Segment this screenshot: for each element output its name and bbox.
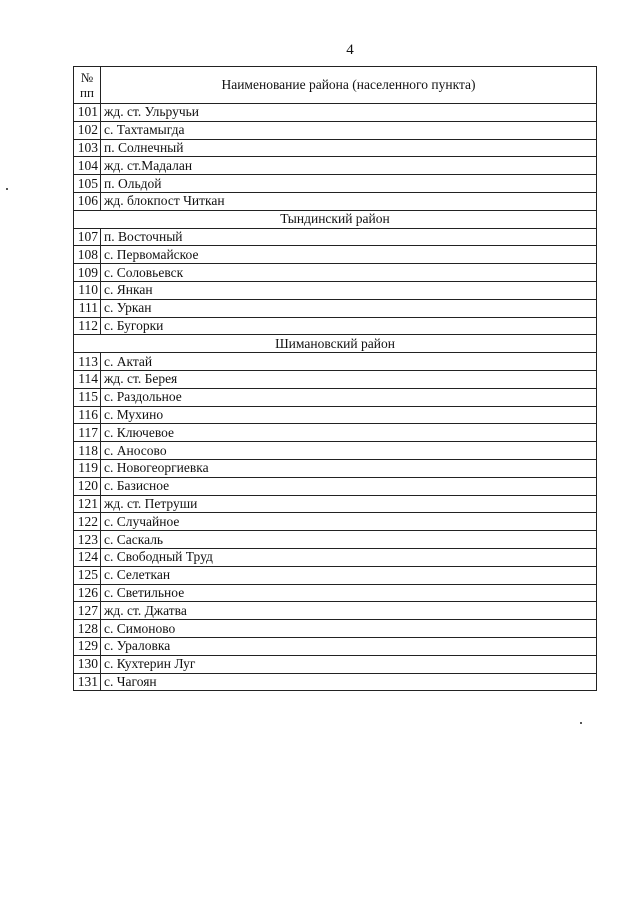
column-header-name: Наименование района (населенного пункта) bbox=[101, 67, 597, 104]
table-row bbox=[74, 566, 597, 584]
row-number: 103 bbox=[74, 139, 101, 157]
group-3-body bbox=[74, 353, 597, 691]
table-row bbox=[74, 655, 597, 673]
table-row bbox=[74, 620, 597, 638]
settlement-name: жд. блокпост Читкан bbox=[101, 192, 597, 210]
row-number: 117 bbox=[74, 424, 101, 442]
table-row bbox=[74, 175, 597, 193]
table-row bbox=[74, 424, 597, 442]
table-row bbox=[74, 317, 597, 335]
row-number: 119 bbox=[74, 459, 101, 477]
column-header-number bbox=[74, 67, 101, 104]
table-row bbox=[74, 584, 597, 602]
row-number: 126 bbox=[74, 584, 101, 602]
row-number: 128 bbox=[74, 620, 101, 638]
row-number: 130 bbox=[74, 655, 101, 673]
table-row bbox=[74, 157, 597, 175]
section-row bbox=[74, 210, 597, 228]
table-row bbox=[74, 281, 597, 299]
settlement-name: с. Янкан bbox=[101, 281, 597, 299]
section-shimanovsk-body bbox=[74, 335, 597, 353]
table-row bbox=[74, 495, 597, 513]
table-row bbox=[74, 531, 597, 549]
settlement-name: с. Случайное bbox=[101, 513, 597, 531]
row-number: 102 bbox=[74, 121, 101, 139]
table-row bbox=[74, 388, 597, 406]
settlement-name: с. Аносово bbox=[101, 442, 597, 460]
table-row bbox=[74, 264, 597, 282]
settlement-name: п. Восточный bbox=[101, 228, 597, 246]
row-number: 105 bbox=[74, 175, 101, 193]
settlement-name: с. Бугорки bbox=[101, 317, 597, 335]
row-number: 122 bbox=[74, 513, 101, 531]
table-row bbox=[74, 192, 597, 210]
settlements-table bbox=[73, 66, 597, 691]
settlement-name: жд. ст. Джатва bbox=[101, 602, 597, 620]
table-row bbox=[74, 406, 597, 424]
table-row bbox=[74, 477, 597, 495]
table-row bbox=[74, 673, 597, 691]
settlement-name: с. Ключевое bbox=[101, 424, 597, 442]
settlement-name: с. Первомайское bbox=[101, 246, 597, 264]
row-number: 118 bbox=[74, 442, 101, 460]
row-number: 116 bbox=[74, 406, 101, 424]
settlement-name: с. Мухино bbox=[101, 406, 597, 424]
settlement-name: жд. ст. Петруши bbox=[101, 495, 597, 513]
table-header-row bbox=[74, 67, 597, 104]
settlement-name: п. Ольдой bbox=[101, 175, 597, 193]
section-title-tynda: Тындинский район bbox=[74, 210, 597, 228]
settlement-name: с. Селеткан bbox=[101, 566, 597, 584]
settlement-name: жд. ст. Берея bbox=[101, 370, 597, 388]
row-number: 124 bbox=[74, 548, 101, 566]
group-2-body bbox=[74, 228, 597, 335]
row-number: 107 bbox=[74, 228, 101, 246]
row-number: 109 bbox=[74, 264, 101, 282]
settlement-name: с. Уркан bbox=[101, 299, 597, 317]
table-row bbox=[74, 121, 597, 139]
row-number: 106 bbox=[74, 192, 101, 210]
row-number: 127 bbox=[74, 602, 101, 620]
row-number: 115 bbox=[74, 388, 101, 406]
settlement-name: п. Солнечный bbox=[101, 139, 597, 157]
table-row bbox=[74, 246, 597, 264]
settlement-name: с. Раздольное bbox=[101, 388, 597, 406]
scan-speck bbox=[580, 722, 582, 724]
page-number: 4 bbox=[346, 42, 354, 58]
column-header-number-symbol: № bbox=[80, 70, 94, 85]
settlement-name: с. Ураловка bbox=[101, 637, 597, 655]
settlement-name: с. Свободный Труд bbox=[101, 548, 597, 566]
row-number: 112 bbox=[74, 317, 101, 335]
row-number: 125 bbox=[74, 566, 101, 584]
column-header-number-abbr: пп bbox=[80, 85, 94, 100]
row-number: 111 bbox=[74, 299, 101, 317]
settlement-name: с. Светильное bbox=[101, 584, 597, 602]
table-row bbox=[74, 548, 597, 566]
settlement-name: с. Чагоян bbox=[101, 673, 597, 691]
table-row bbox=[74, 370, 597, 388]
section-tynda-body bbox=[74, 210, 597, 228]
table-row bbox=[74, 602, 597, 620]
scan-speck bbox=[6, 188, 8, 190]
row-number: 113 bbox=[74, 353, 101, 371]
row-number: 104 bbox=[74, 157, 101, 175]
row-number: 121 bbox=[74, 495, 101, 513]
row-number: 114 bbox=[74, 370, 101, 388]
settlement-name: с. Кухтерин Луг bbox=[101, 655, 597, 673]
table-row bbox=[74, 637, 597, 655]
row-number: 101 bbox=[74, 104, 101, 122]
table-row bbox=[74, 459, 597, 477]
table-row bbox=[74, 139, 597, 157]
row-number: 120 bbox=[74, 477, 101, 495]
table-row bbox=[74, 513, 597, 531]
settlement-name: с. Базисное bbox=[101, 477, 597, 495]
group-1-body bbox=[74, 104, 597, 211]
row-number: 110 bbox=[74, 281, 101, 299]
row-number: 131 bbox=[74, 673, 101, 691]
settlement-name: с. Саскаль bbox=[101, 531, 597, 549]
section-title-shimanovsk: Шимановский район bbox=[74, 335, 597, 353]
row-number: 108 bbox=[74, 246, 101, 264]
settlement-name: жд. ст.Мадалан bbox=[101, 157, 597, 175]
settlement-name: с. Новогеоргиевка bbox=[101, 459, 597, 477]
settlement-name: с. Актай bbox=[101, 353, 597, 371]
table-row bbox=[74, 104, 597, 122]
row-number: 129 bbox=[74, 637, 101, 655]
table-row bbox=[74, 228, 597, 246]
section-row bbox=[74, 335, 597, 353]
settlement-name: с. Соловьевск bbox=[101, 264, 597, 282]
table-row bbox=[74, 353, 597, 371]
settlement-name: с. Тахтамыгда bbox=[101, 121, 597, 139]
settlement-name: с. Симоново bbox=[101, 620, 597, 638]
table-row bbox=[74, 299, 597, 317]
settlement-name: жд. ст. Ульручьи bbox=[101, 104, 597, 122]
table-row bbox=[74, 442, 597, 460]
row-number: 123 bbox=[74, 531, 101, 549]
